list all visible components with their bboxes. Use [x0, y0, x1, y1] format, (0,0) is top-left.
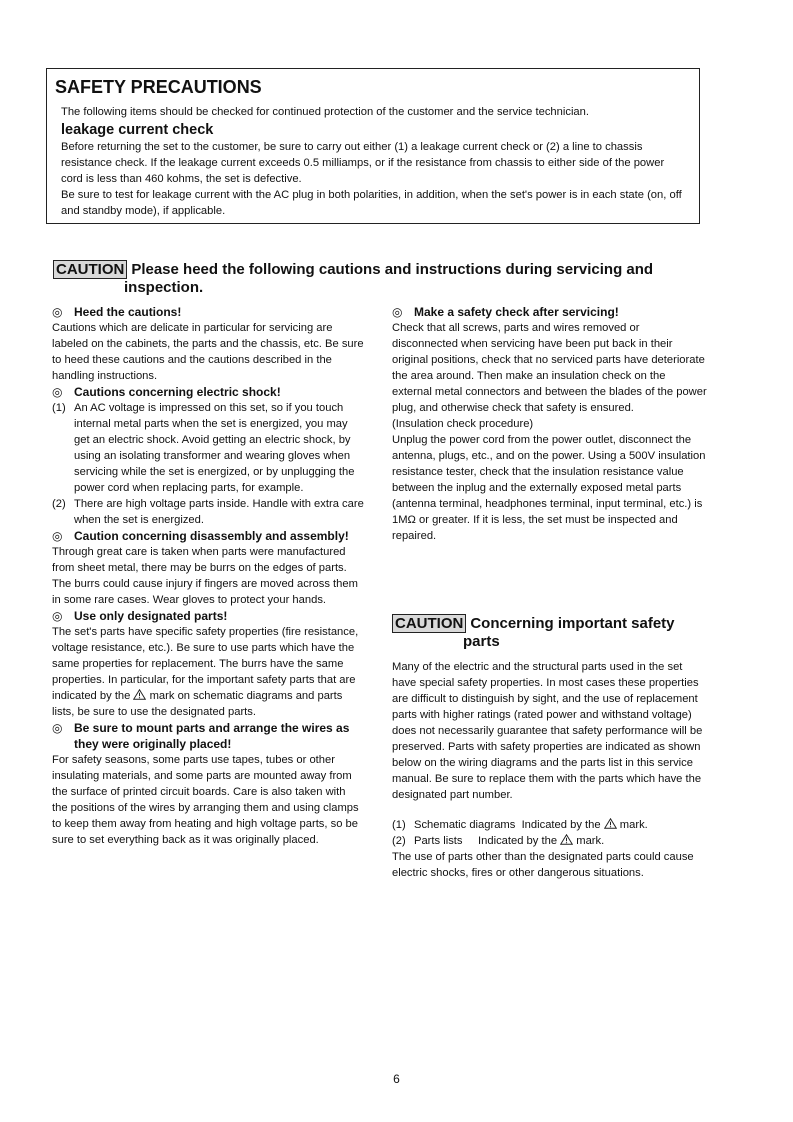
leakage-paragraph-1: Before returning the set to the customer, be sure to carry out either (1) a leakage current check or (2) a line to chassis resistance check. If the leakage current exceeds 0.5 milliamps, or if the resistance from chassis to either side of the power cord is less than 460 kohms, the set is defective. [61, 141, 665, 185]
list-item [392, 817, 704, 833]
list-text: Indicated by the [521, 819, 601, 831]
list-number: (1) [392, 819, 406, 831]
caution-heading-line2: parts [463, 633, 500, 650]
procedure-text: Unplug the power cord from the power outlet, disconnect the antenna, plugs, etc., and on the power. Using a 500V insulation resistance tester, check that the insulation resistance value between the inplug and the externally exposed metal parts (antenna terminal, headphones terminal, input terminal, etc.) is 1MΩ or greater. If it is less, the set must be inspected and repaired. [392, 434, 706, 542]
designated-text-a: The set's parts have specific safety properties (fire resistance, voltage resistance, etc.). Be sure to use parts which have the same properties for replacement. The burrs have the same properties. In particular, for the important safety parts that are indicated by the [52, 626, 359, 702]
safety-parts-text: Many of the electric and the structural parts used in the set have special safety properties. In most cases these properties are difficult to distinguish by sight, and the use of replacement parts with higher ratings (rated power and withstand voltage) does not necessarily guarantee that safety performance will be preserved. Parts with safety properties are indicated as shown below on the wiring diagrams and the parts list in this service manual. Be sure to replace them with the parts which have the designated part number. [392, 661, 703, 801]
list-item [52, 400, 364, 496]
section-text: Through great care is taken when parts were manufactured from sheet metal, there may be burrs on the edges of parts. The burrs could cause injury if fingers are moved across them in some rare cases. Wear gloves to protect your hands. [52, 546, 358, 606]
leakage-paragraph-2: Be sure to test for leakage current with the AC plug in both polarities, in addition, when the set's power is in each state (on, off and standby mode), if applicable. [61, 189, 682, 217]
section-safety-check [392, 304, 707, 320]
list-label: Parts lists [414, 835, 463, 847]
double-circle-icon: ◎ [52, 721, 63, 735]
section-title: Use only designated parts! [74, 609, 228, 623]
section-title: Cautions concerning electric shock! [74, 385, 281, 399]
list-suffix: mark. [619, 819, 648, 831]
procedure-label: (Insulation check procedure) [392, 418, 534, 430]
safety-title: SAFETY PRECAUTIONS [55, 77, 262, 97]
caution-heading-line1: Please heed the following cautions and instructions during servicing and [131, 261, 654, 278]
section-heed [52, 304, 364, 320]
list-item [392, 833, 704, 849]
double-circle-icon: ◎ [392, 305, 403, 319]
warning-triangle-icon [604, 818, 617, 829]
section-title: Heed the cautions! [74, 305, 182, 319]
section-mount [52, 720, 364, 752]
section-text [52, 624, 364, 720]
safety-intro: The following items should be checked for continued protection of the customer and the service technician. [61, 106, 589, 118]
closing-text: The use of parts other than the designated parts could cause electric shocks, fires or other dangerous situations. [392, 851, 694, 879]
caution-heading-line1: Concerning important safety [470, 615, 675, 632]
double-circle-icon: ◎ [52, 385, 63, 399]
section-text: Cautions which are delicate in particular for servicing are labeled on the cabinets, the parts and the chassis, etc. Be sure to heed these cautions and the cautions described in the handling instructions. [52, 322, 364, 382]
list-number: (2) [52, 498, 66, 510]
list-text: Indicated by the [478, 835, 558, 847]
caution-heading-2 [392, 614, 712, 650]
double-circle-icon: ◎ [52, 609, 63, 623]
designated-text-b: mark on schematic diagrams and parts lists, be sure to use the designated parts. [52, 690, 343, 718]
section-title: Make a safety check after servicing! [414, 305, 619, 319]
caution-badge: CAUTION [53, 260, 127, 279]
caution-badge: CAUTION [392, 614, 466, 633]
caution-heading-1 [53, 260, 713, 296]
section-shock [52, 384, 364, 400]
list-number: (1) [52, 402, 66, 414]
warning-triangle-icon [560, 834, 573, 845]
safety-parts-section [392, 659, 704, 881]
double-circle-icon: ◎ [52, 529, 63, 543]
safety-precautions-box [46, 68, 700, 224]
leakage-title: leakage current check [61, 122, 214, 138]
list-suffix: mark. [576, 835, 605, 847]
warning-triangle-icon [133, 689, 146, 700]
list-label: Schematic diagrams [414, 819, 516, 831]
double-circle-icon: ◎ [52, 305, 63, 319]
section-text: Check that all screws, parts and wires removed or disconnected when servicing have been put back in their original positions, check that no serviced parts have deteriorate the area around. Then make an insulation check on the external metal connectors and between the blades of the power plug, and otherwise check that safety is ensured. [392, 322, 707, 414]
section-title: Be sure to mount parts and arrange the wires as they were originally placed! [74, 721, 350, 751]
list-text: An AC voltage is impressed on this set, so if you touch internal metal parts when the set is energized, you may get an electric shock. Avoid getting an electric shock, by using an isolating transformer and wearing gloves when servicing while the set is energized, or by unplugging the power cord when replacing parts, for example. [74, 402, 355, 494]
section-disassembly [52, 528, 364, 544]
list-text: There are high voltage parts inside. Handle with extra care when the set is energized. [74, 498, 364, 526]
list-item [52, 496, 364, 528]
section-designated [52, 608, 364, 624]
list-number: (2) [392, 835, 406, 847]
page-number: 6 [393, 1072, 400, 1086]
section-text: For safety seasons, some parts use tapes, tubes or other insulating materials, and some parts are mounted away from the surface of printed circuit boards. Care is also taken with the positions of the wires by arranging them and using clamps to keep them away from heating and high voltage parts, so be sure to set everything back as it was originally placed. [52, 754, 359, 846]
section-title: Caution concerning disassembly and assembly! [74, 529, 349, 543]
caution-heading-line2: inspection. [124, 279, 204, 296]
left-column [52, 304, 364, 848]
right-column [392, 304, 707, 544]
